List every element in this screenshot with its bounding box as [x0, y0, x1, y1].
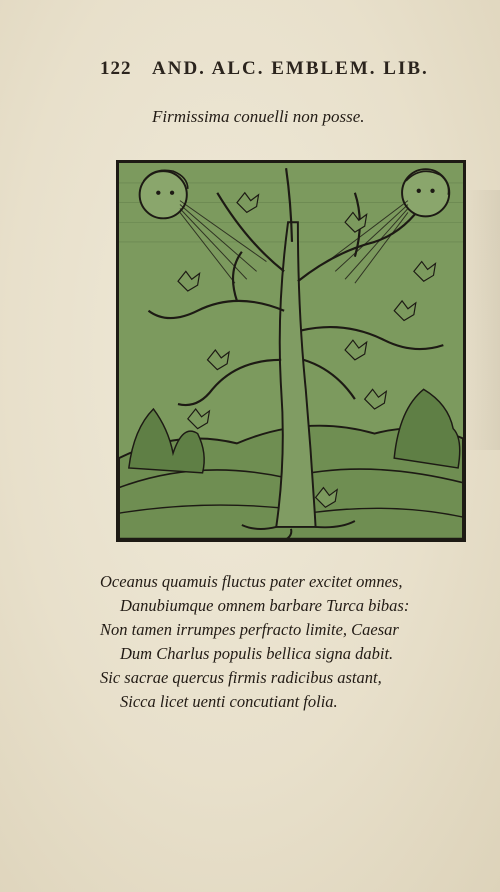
verse-line: Dum Charlus populis bellica signa dabit. — [120, 644, 394, 663]
verse-line: Sic sacrae quercus firmis radicibus astant, — [100, 668, 382, 687]
woodcut-tree-with-wind-heads-icon — [119, 163, 463, 539]
verse-line: Non tamen irrumpes perfracto limite, Caesar — [100, 620, 399, 639]
verse-line: Sicca licet uenti concutiant folia. — [120, 692, 338, 711]
verse-line: Danubiumque omnem barbare Turca bibas: — [120, 596, 410, 615]
running-title: AND. ALC. EMBLEM. LIB. — [152, 58, 429, 79]
page-number: 122 — [100, 58, 132, 79]
verse-line: Oceanus quamuis fluctus pater excitet omnes, — [100, 572, 403, 591]
show-through-shadow — [460, 190, 500, 450]
emblem-motto: Firmissima conuelli non posse. — [152, 107, 365, 126]
running-header — [100, 58, 500, 86]
woodcut-illustration — [116, 160, 466, 542]
